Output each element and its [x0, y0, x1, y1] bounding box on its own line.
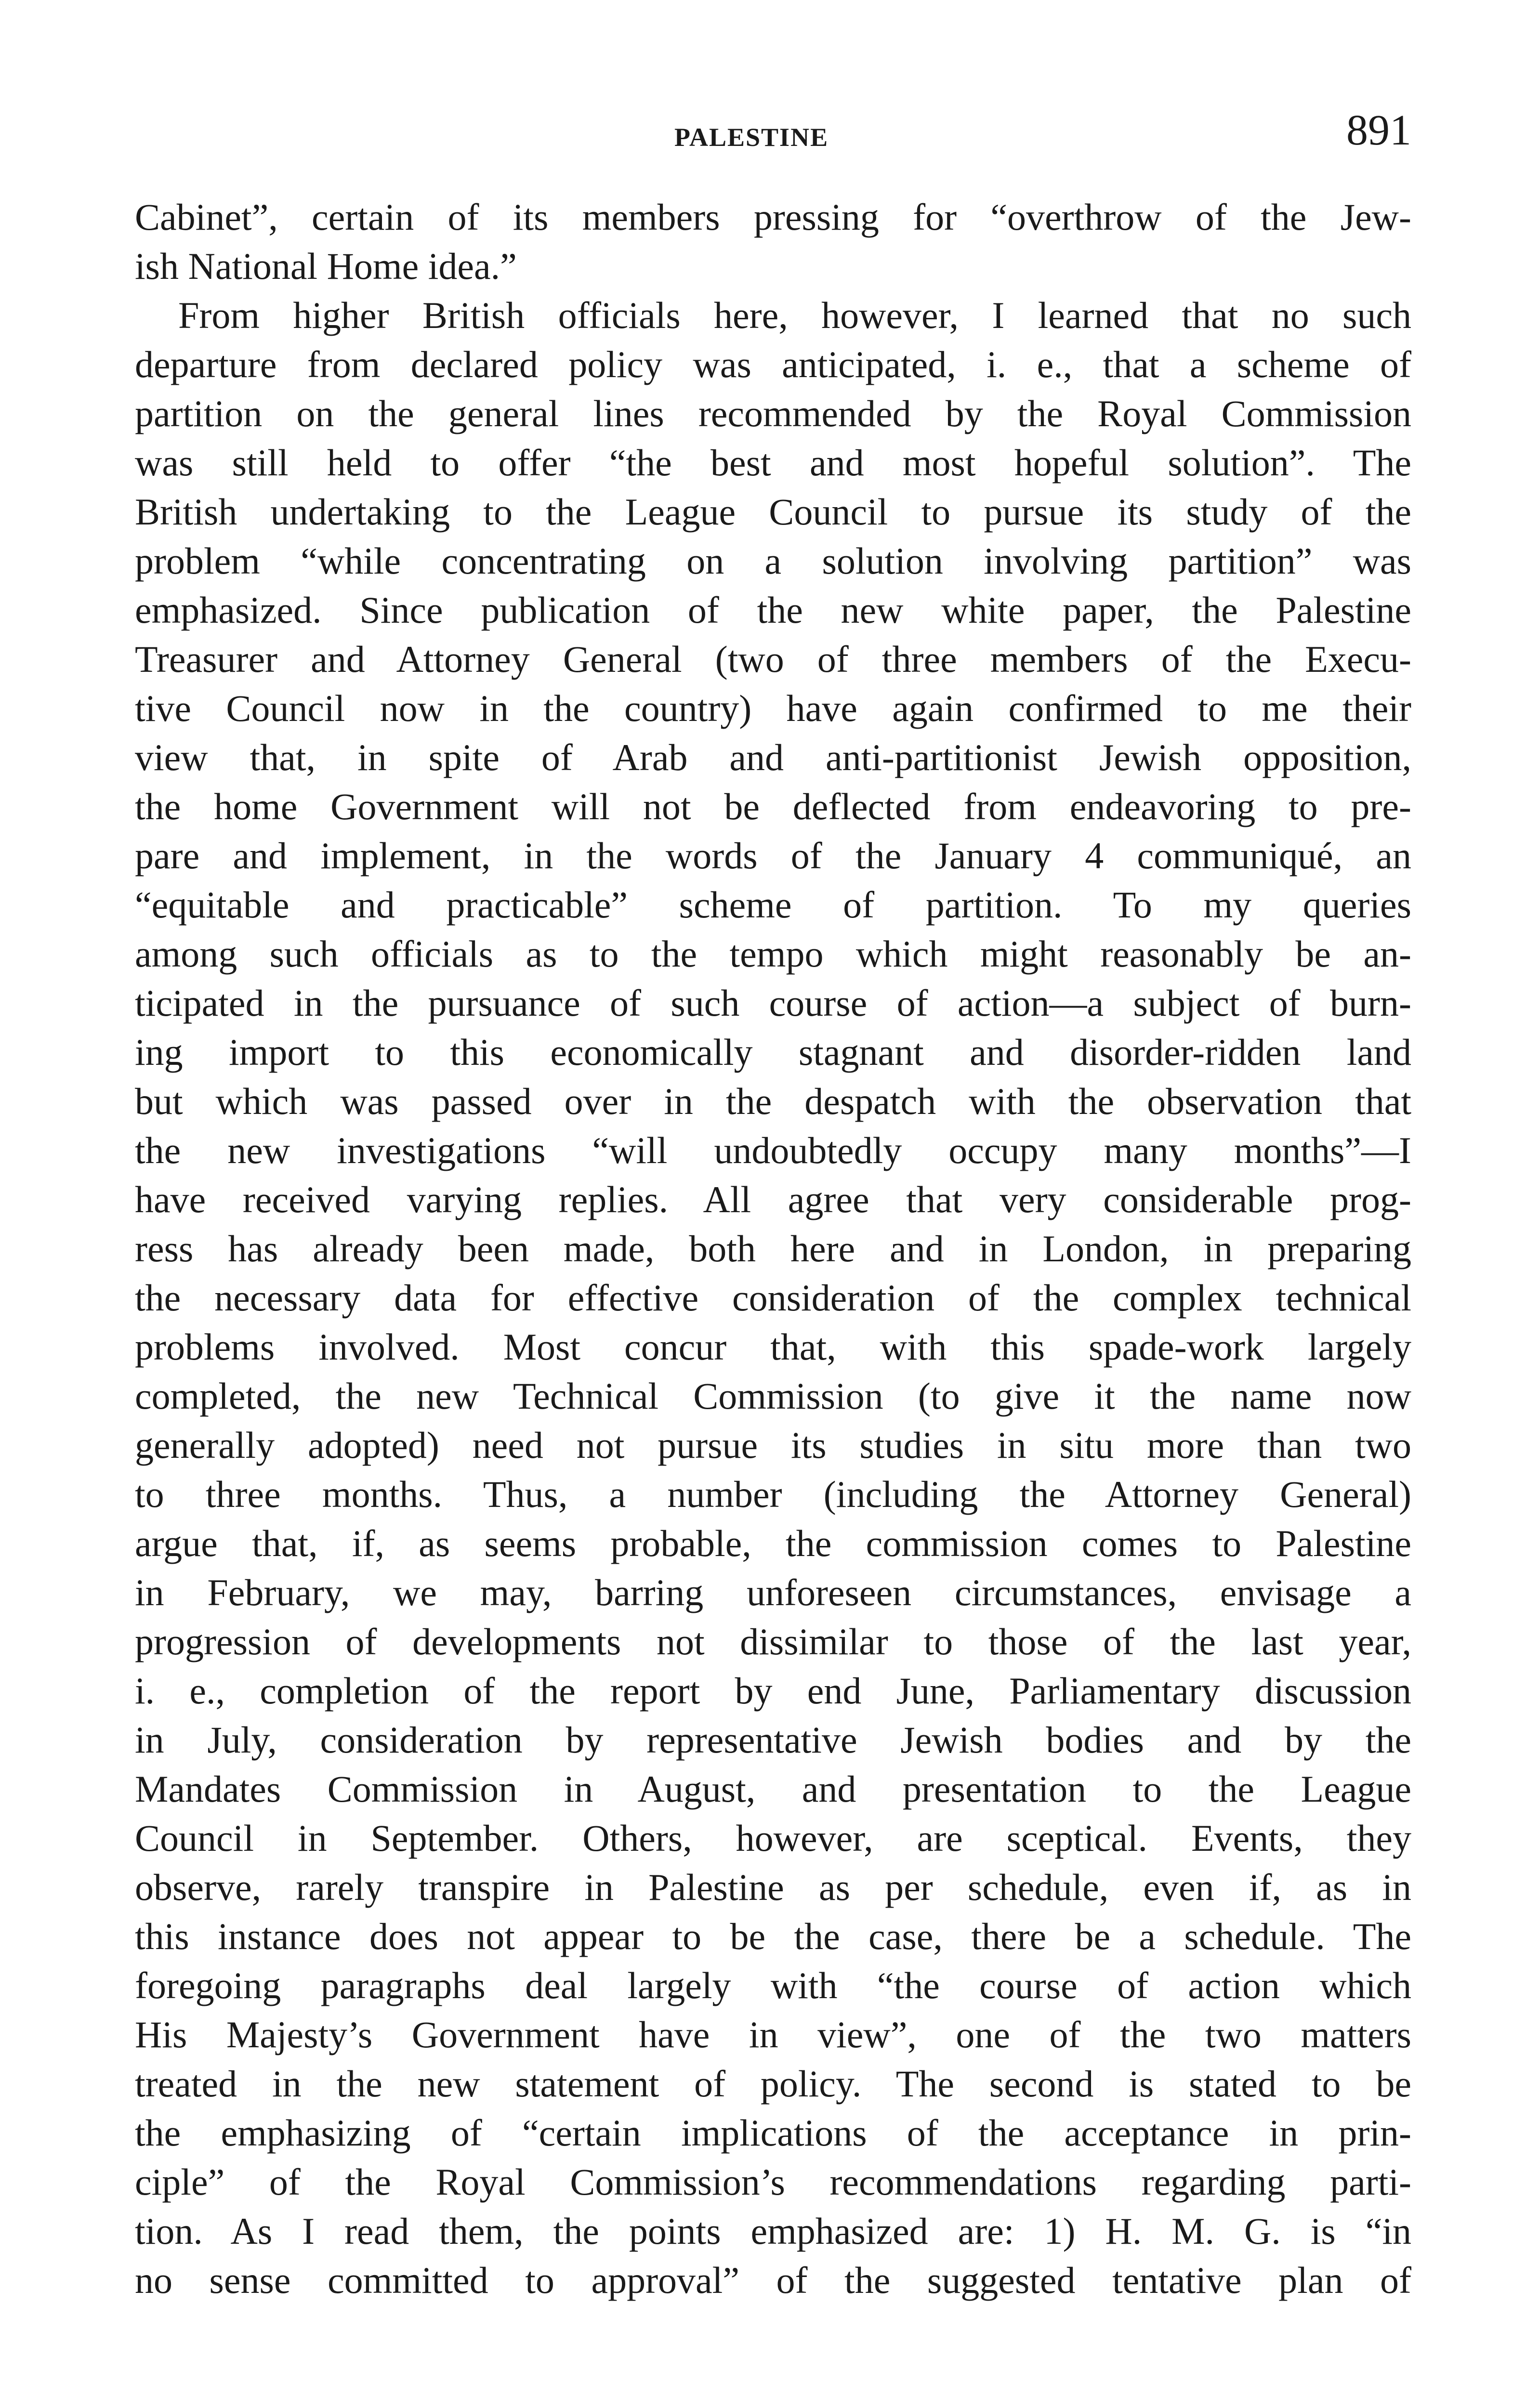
text-line: i. e., completion of the report by end June, Parliamentary discussion [135, 1670, 1411, 1712]
text-line: ing import to this economically stagnant and disorder-ridden land [135, 1031, 1411, 1073]
text-line: ciple” of the Royal Commission’s recommendations regarding parti- [135, 2161, 1411, 2203]
text-line: tive Council now in the country) have again confirmed to me their [135, 687, 1411, 729]
text-line: completed, the new Technical Commission (to give it the name now [135, 1375, 1411, 1417]
text-line: have received varying replies. All agree that very considerable prog- [135, 1178, 1411, 1220]
text-line: generally adopted) need not pursue its studies in situ more than two [135, 1424, 1411, 1466]
text-line: among such officials as to the tempo which might reasonably be an- [135, 933, 1411, 975]
text-line: was still held to offer “the best and most hopeful solution”. The [135, 442, 1411, 484]
text-line: tion. As I read them, the points emphasized are: 1) H. M. G. is “in [135, 2210, 1411, 2252]
text-line: in July, consideration by representative Jewish bodies and by the [135, 1719, 1411, 1761]
text-line: the necessary data for effective consideration of the complex technical [135, 1277, 1411, 1319]
text-line: ticipated in the pursuance of such course of action—a subject of burn- [135, 982, 1411, 1024]
text-line: Mandates Commission in August, and presentation to the League [135, 1768, 1411, 1810]
page-number: 891 [1346, 106, 1411, 154]
text-line: but which was passed over in the despatch with the observation that [135, 1080, 1411, 1122]
text-line: argue that, if, as seems probable, the commission comes to Palestine [135, 1522, 1411, 1564]
text-line: problem “while concentrating on a solution involving partition” was [135, 540, 1411, 582]
text-line: to three months. Thus, a number (including the Attorney General) [135, 1473, 1411, 1515]
text-line: progression of developments not dissimilar to those of the last year, [135, 1621, 1411, 1662]
text-line: the emphasizing of “certain implications of the acceptance in prin- [135, 2112, 1411, 2154]
text-line: this instance does not appear to be the case, there be a schedule. The [135, 1915, 1411, 1957]
text-line: partition on the general lines recommended by the Royal Commission [135, 393, 1411, 434]
running-title: PALESTINE [674, 123, 829, 152]
text-line: the home Government will not be deflected from endeavoring to pre- [135, 785, 1411, 827]
text-line: emphasized. Since publication of the new white paper, the Palestine [135, 589, 1411, 631]
text-line: Cabinet”, certain of its members pressing for “overthrow of the Jew- [135, 196, 1411, 238]
text-line: departure from declared policy was anticipated, i. e., that a scheme of [135, 343, 1411, 385]
text-line: His Majesty’s Government have in view”, one of the two matters [135, 2014, 1411, 2055]
running-head [135, 106, 1411, 162]
text-line: “equitable and practicable” scheme of partition. To my queries [135, 884, 1411, 926]
text-line: problems involved. Most concur that, with this spade-work largely [135, 1326, 1411, 1368]
text-line: treated in the new statement of policy. The second is stated to be [135, 2063, 1411, 2105]
text-line: ress has already been made, both here and in London, in preparing [135, 1228, 1411, 1269]
text-line: ish National Home idea.” [135, 245, 517, 287]
text-line: From higher British officials here, however, I learned that no such [178, 294, 1411, 336]
text-line: observe, rarely transpire in Palestine as per schedule, even if, as in [135, 1866, 1411, 1908]
text-line: the new investigations “will undoubtedly occupy many months”—I [135, 1129, 1411, 1171]
body-text [135, 193, 1411, 2305]
text-line: in February, we may, barring unforeseen circumstances, envisage a [135, 1571, 1411, 1613]
text-line: Council in September. Others, however, are sceptical. Events, they [135, 1817, 1411, 1859]
text-line: Treasurer and Attorney General (two of three members of the Execu- [135, 638, 1411, 680]
text-line: pare and implement, in the words of the January 4 communiqué, an [135, 835, 1411, 877]
text-line: British undertaking to the League Council to pursue its study of the [135, 491, 1411, 533]
text-line: foregoing paragraphs deal largely with “the course of action which [135, 1964, 1411, 2006]
text-line: no sense committed to approval” of the suggested tentative plan of [135, 2259, 1411, 2301]
text-line: view that, in spite of Arab and anti-partitionist Jewish opposition, [135, 736, 1411, 778]
